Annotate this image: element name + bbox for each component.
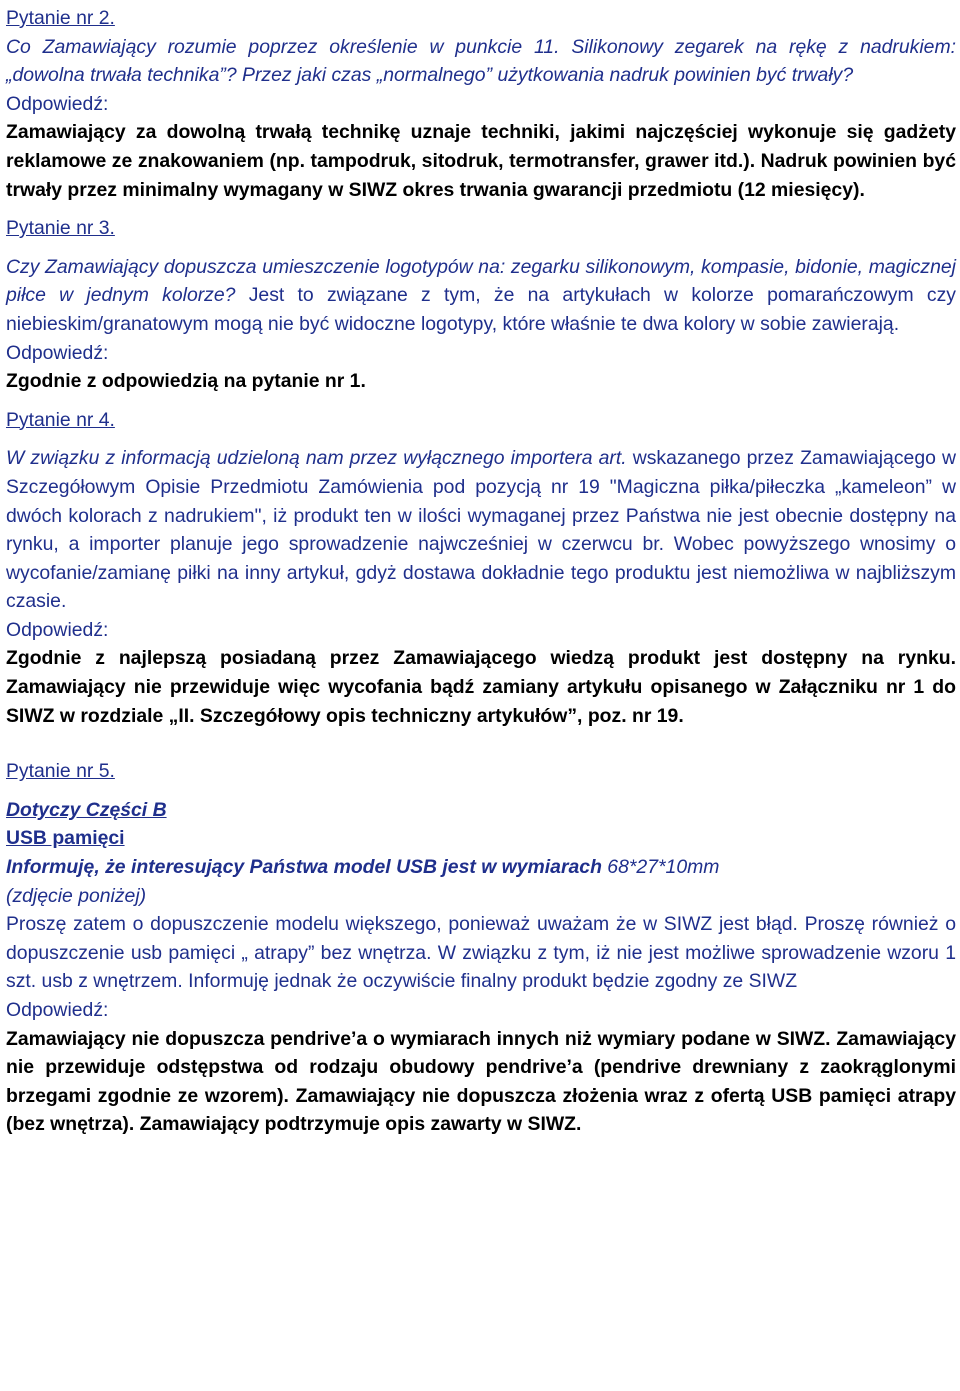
question-5-text: Proszę zatem o dopuszczenie modelu większego, ponieważ uważam że w SIWZ jest błąd. Proszę również o dopuszczenie usb pamięci „ atrapy” bez wnętrza. W związku z tym, iż nie jest możliwe sprowadzenie wzoru 1 szt. usb z wnętrzem. Informuję jednak że oczywiście finalny produkt będzie zgodny ze SIWZ bbox=[6, 913, 956, 993]
document-body bbox=[6, 0, 956, 1139]
question-5-subject-line-2: USB pamięci bbox=[6, 827, 125, 850]
question-4-answer-label: Odpowiedź: bbox=[6, 618, 109, 641]
question-2-answer: Zamawiający za dowolną trwałą technikę uznaje techniki, jakimi najczęściej wykonuje się gadżety reklamowe ze znakowaniem (np. tampodruk, sitodruk, termotransfer, grawer itd.). Nadruk powinien być trwały przez minimalny wymagany w SIWZ okres trwania gwarancji przedmiotu (12 miesięcy). bbox=[6, 121, 956, 201]
question-5-answer-label: Odpowiedź: bbox=[6, 999, 109, 1021]
question-3-answer-label: Odpowiedź: bbox=[6, 341, 109, 364]
question-4-text bbox=[6, 444, 956, 616]
question-4-text-rest: wskazanego przez Zamawiającego w Szczegółowym Opisie Przedmiotu Zamówienia pod pozycją nr 19 "Magiczna piłka/piłeczka „kameleon” w dwóch kolorach z nadrukiem", iż produkt ten w ilości wymaganej przez Państwa nie jest obecnie dostępny na rynku, a importer planuje jego sprowadzenie najwcześniej w czerwcu br. Wobec powyższego wnosimy o wycofanie/zamianę piłki na inny artykuł, gdyż dostawa dokładnie tego produktu jest niemożliwa w najbliższym czasie. bbox=[6, 447, 956, 613]
question-5-title: Pytanie nr 5. bbox=[6, 760, 115, 783]
question-3-answer: Zgodnie z odpowiedzią na pytanie nr 1. bbox=[6, 370, 366, 393]
question-3-text bbox=[6, 253, 956, 339]
question-3-text-italic: Czy Zamawiający dopuszcza umieszczenie logotypów na: zegarku silikonowym, kompasie, bidonie, magicznej piłce w jednym kolorze? bbox=[6, 255, 956, 307]
question-2-title: Pytanie nr 2. bbox=[6, 7, 115, 29]
question-5-subject-line-1: Dotyczy Części B bbox=[6, 798, 167, 821]
question-5-info-dimensions: 68*27*10mm bbox=[601, 856, 720, 879]
question-5-photo-note: (zdjęcie poniżej) bbox=[6, 884, 147, 907]
question-5-answer: Zamawiający nie dopuszcza pendrive’a o wymiarach innych niż wymiary podane w SIWZ. Zamawiający nie przewiduje odstępstwa od rodzaju obudowy pendrive’a (pendrive drewniany z zaokrąglonymi brzegami zgodnie ze wzorem). Zamawiający nie dopuszcza złożenia wraz z ofertą USB pamięci atrapy (bez wnętrza). Zamawiający podtrzymuje opis zawarty w SIWZ. bbox=[6, 1027, 956, 1136]
question-3-text-rest: Jest to związane z tym, że na artykułach w kolorze pomarańczowym czy niebieskim/granatowym mogą nie być widoczne logotypy, które właśnie te dwa kolory w sobie zawierają. bbox=[6, 284, 956, 335]
question-3-title: Pytanie nr 3. bbox=[6, 217, 115, 240]
question-5-info-bold: Informuję, że interesujący Państwa model USB jest w wymiarach bbox=[6, 856, 602, 879]
question-4-answer: Zgodnie z najlepszą posiadaną przez Zamawiającego wiedzą produkt jest dostępny na rynku. Zamawiający nie przewiduje więc wycofania bądź zamiany artykułu opisanego w Załączniku nr 1 do SIWZ w rozdziale „II. Szczegółowy opis techniczny artykułów”, poz. nr 19. bbox=[6, 647, 956, 727]
question-2-text: Co Zamawiający rozumie poprzez określenie w punkcie 11. Silikonowy zegarek na rękę z nadrukiem: „dowolna trwała technika”? Przez jaki czas „normalnego” użytkowania nadruk powinien być trwały? bbox=[6, 35, 956, 87]
question-5-info bbox=[6, 853, 956, 882]
question-4-title: Pytanie nr 4. bbox=[6, 408, 115, 431]
question-2-answer-label: Odpowiedź: bbox=[6, 92, 109, 115]
question-4-text-italic: W związku z informacją udzieloną nam przez wyłącznego importera art. bbox=[6, 447, 627, 470]
